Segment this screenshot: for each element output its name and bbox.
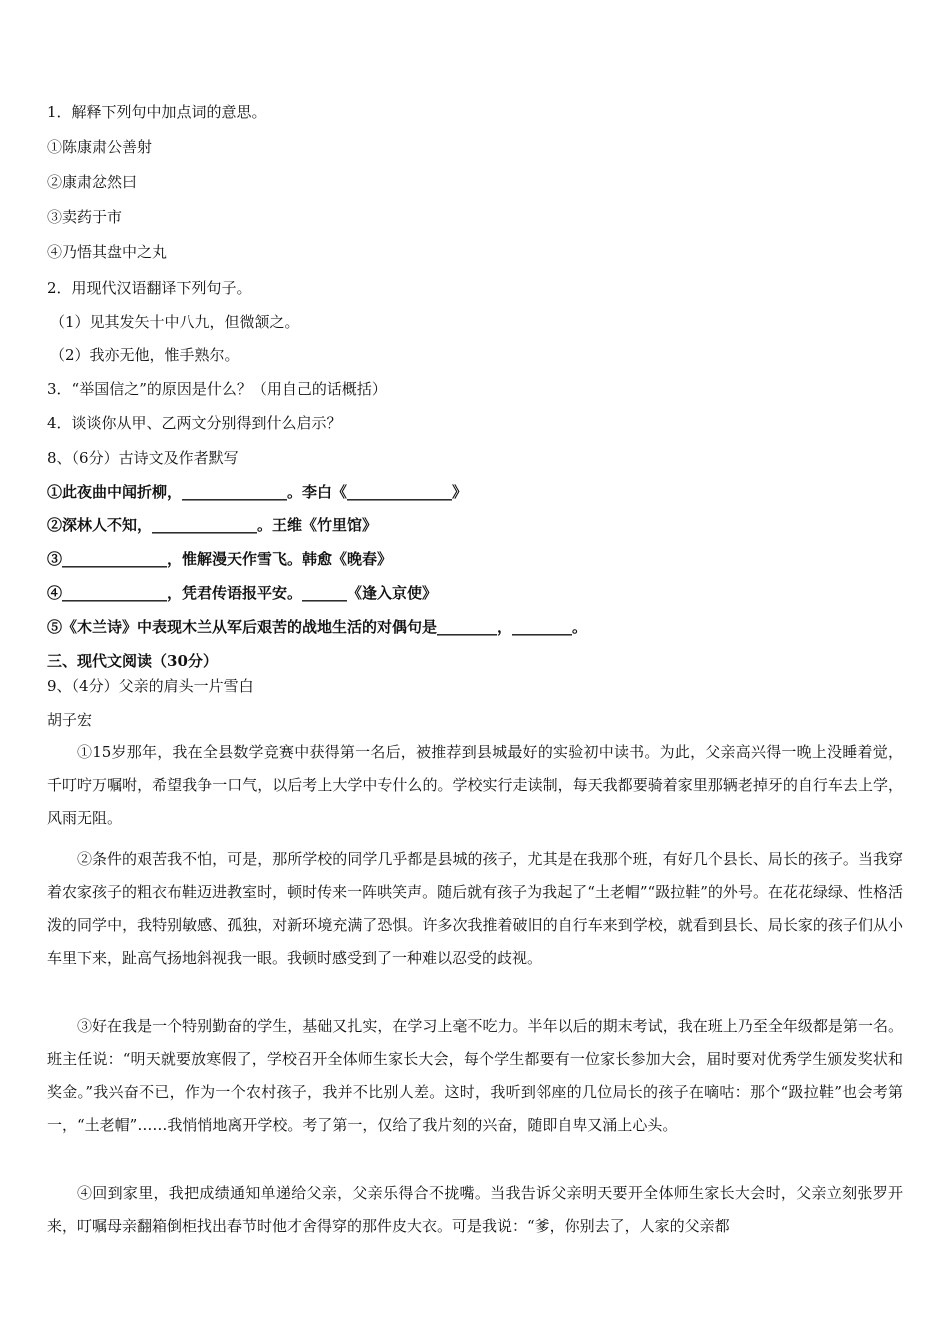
question-4: 4．谈谈你从甲、乙两文分别得到什么启示？: [47, 414, 342, 432]
question-1-item: ③卖药于市: [47, 208, 123, 226]
section-3-heading: 三、现代文阅读（30分）: [47, 652, 218, 670]
article-author: 胡子宏: [47, 711, 93, 729]
section-8-title-text: 8、（6分）古诗文及作者默写: [47, 449, 239, 467]
article-paragraph: ④回到家里，我把成绩通知单递给父亲，父亲乐得合不拢嘴。当我告诉父亲明天要开全体师生家长大会时，父亲立刻张罗开来，叮嘱母亲翻箱倒柜找出春节时他才舍得穿的那件皮大衣。可是我说：“爹，你别去了，人家的父亲都: [47, 1184, 903, 1235]
article-paragraph: ③好在我是一个特别勤奋的学生，基础又扎实，在学习上毫不吃力。半年以后的期末考试，我在班上乃至全年级都是第一名。班主任说：“明天就要放寒假了，学校召开全体师生家长大会，每个学生都要有一位家长参加大会，届时要对优秀学生颁发奖状和奖金。”我兴奋不已，作为一个农村孩子，我并不比别人差。这时，我听到邻座的几位局长的孩子在嘀咕：那个“趿拉鞋”也会考第一，“土老帽”……我悄悄地离开学校。考了第一，仅给了我片刻的兴奋，随即自卑又涌上心头。: [47, 1017, 903, 1134]
poetry-item: ③______________，惟解漫天作雪飞。韩愈《晚春》: [47, 550, 393, 568]
question-1: 1．解释下列句中加点词的意思。: [47, 103, 267, 121]
section-8-title: [47, 448, 239, 468]
question-2-item: （1）见其发矢十中八九，但微颔之。: [50, 313, 300, 331]
question-2: 2．用现代汉语翻译下列句子。: [47, 279, 252, 297]
section-9-title: 9、（4分）父亲的肩头一片雪白: [47, 677, 254, 695]
poetry-item: ②深林人不知，______________。王维《竹里馆》: [47, 516, 378, 534]
article-paragraph: ①15岁那年，我在全县数学竞赛中获得第一名后，被推荐到县城最好的实验初中读书。为此，父亲高兴得一晚上没睡着觉，千叮咛万嘱咐，希望我争一口气，以后考上大学中专什么的。学校实行走读制，每天我都要骑着家里那辆老掉牙的自行车去上学，风雨无阻。: [47, 743, 903, 827]
poetry-item: ④______________，凭君传语报平安。______《逢入京使》: [47, 584, 438, 602]
question-3: 3．“举国信之”的原因是什么？（用自己的话概括）: [47, 380, 387, 398]
question-1-item: ②康肃忿然曰: [47, 173, 138, 191]
question-1-item: ④乃悟其盘中之丸: [47, 243, 168, 261]
poetry-item: ⑤《木兰诗》中表现木兰从军后艰苦的战地生活的对偶句是________，________。: [47, 618, 588, 636]
article-paragraph: ②条件的艰苦我不怕，可是，那所学校的同学几乎都是县城的孩子，尤其是在我那个班，有好几个县长、局长的孩子。当我穿着农家孩子的粗衣布鞋迈进教室时，顿时传来一阵哄笑声。随后就有孩子为我起了“土老帽”“趿拉鞋”的外号。在花花绿绿、性格活泼的同学中，我特别敏感、孤独，对新环境充满了恐惧。许多次我推着破旧的自行车来到学校，就看到县长、局长家的孩子们从小车里下来，趾高气扬地斜视我一眼。我顿时感受到了一种难以忍受的歧视。: [47, 850, 903, 967]
poetry-item: ①此夜曲中闻折柳，______________。李白《______________》: [47, 483, 468, 501]
question-1-item: ①陈康肃公善射: [47, 138, 153, 156]
question-2-item: （2）我亦无他，惟手熟尔。: [50, 346, 240, 364]
